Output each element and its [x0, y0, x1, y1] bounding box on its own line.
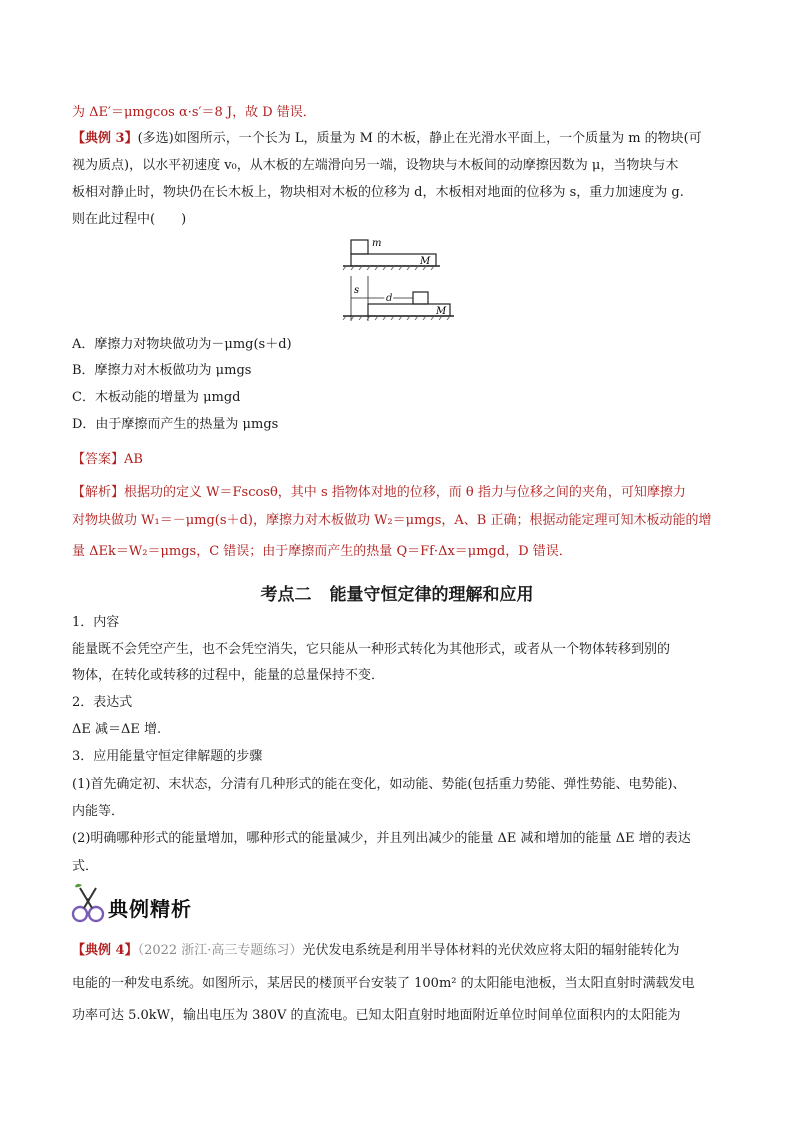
example4-tag: 【典例 4】	[72, 943, 138, 958]
scissors-flower-icon	[70, 882, 108, 924]
top-line: 为 ΔE′＝μmgcos α·s′＝8 J，故 D 错误．	[72, 105, 316, 120]
item3-line2: 内能等．	[72, 804, 125, 819]
block-board-diagram	[338, 231, 460, 327]
item3-line3: (2)明确哪种形式的能量增加，哪种形式的能量减少，并且列出减少的能量 ΔE 减和增加的能量 ΔE 增的表达	[72, 831, 691, 846]
analysis-line3: 量 ΔEk＝W₂＝μmgs，C 错误；由于摩擦而产生的热量 Q＝Ff·Δx＝μmgd，D 错误．	[72, 544, 572, 559]
block-m-bottom	[413, 292, 428, 304]
analysis-line2: 对物块做功 W₁＝－μmg(s＋d)，摩擦力对木板做功 W₂＝μmgs，A、B 正确；根据动能定理可知木板动能的增	[72, 513, 712, 528]
label-s: s	[354, 285, 360, 296]
item2-title: 2．表达式	[72, 695, 133, 710]
example3-line2: 视为质点)，以水平初速度 v₀，从木板的左端滑向另一端，设物块与木板间的动摩擦因数为 μ，当物块与木	[72, 158, 679, 173]
item2-formula: ΔE 减＝ΔE 增.	[72, 722, 162, 737]
analysis-line1: 【解析】根据功的定义 W＝Fscosθ，其中 s 指物体对地的位移，而 θ 指力与位移之间的夹角，可知摩擦力	[72, 485, 686, 500]
banner-title: 典例精析	[108, 897, 192, 921]
bottom-scene	[343, 285, 454, 320]
item3-line1: (1)首先确定初、末状态，分清有几种形式的能在变化，如动能、势能(包括重力势能、弹性势能、电势能)、	[72, 777, 686, 792]
block-m-top	[351, 240, 368, 254]
example4-source: （2022 浙江·高三专题练习）	[137, 943, 303, 958]
example3-tag: 【典例 3】	[72, 131, 138, 146]
example3-line1: 【典例 3】(多选)如图所示，一个长为 L，质量为 M 的木板，静止在光滑水平面上，一个质量为 m 的物块(可	[72, 131, 702, 146]
option-c: C．木板动能的增量为 μmgd	[72, 390, 241, 405]
item1-line2: 物体，在转化或转移的过程中，能量的总量保持不变．	[72, 668, 385, 683]
section-heading: 考点二 能量守恒定律的理解和应用	[260, 585, 534, 605]
example4-line3: 功率可达 5.0kW，输出电压为 380V 的直流电。已知太阳直射时地面附近单位时间单位面积内的太阳能为	[72, 1008, 681, 1023]
top-scene	[343, 238, 440, 270]
example4-line2: 电能的一种发电系统。如图所示，某居民的楼顶平台安装了 100m² 的太阳能电池板，当太阳直射时满载发电	[72, 976, 695, 991]
example3-line4: 则在此过程中( )	[72, 212, 187, 227]
example4-line1: 【典例 4】（2022 浙江·高三专题练习）光伏发电系统是利用半导体材料的光伏效应将太阳的辐射能转化为	[72, 943, 680, 958]
label-d: d	[386, 293, 393, 304]
label-m: m	[372, 238, 382, 249]
answer: 【答案】AB	[72, 452, 143, 467]
item3-line4: 式．	[72, 859, 99, 874]
option-b: B．摩擦力对木板做功为 μmgs	[72, 363, 252, 378]
item1-line1: 能量既不会凭空产生，也不会凭空消失，它只能从一种形式转化为其他形式，或者从一个物体转移到别的	[72, 642, 671, 657]
item3-title: 3．应用能量守恒定律解题的步骤	[72, 749, 263, 764]
option-a: A．摩擦力对物块做功为－μmg(s＋d)	[72, 337, 292, 352]
option-d: D．由于摩擦而产生的热量为 μmgs	[72, 417, 279, 432]
example3-line3: 板相对静止时，物块仍在长木板上，物块相对木板的位移为 d，木板相对地面的位移为 s，重力加速度为 g.	[72, 185, 684, 200]
label-M-top: M	[420, 256, 431, 267]
item1-title: 1．内容	[72, 615, 120, 630]
label-M-bottom: M	[436, 306, 447, 317]
